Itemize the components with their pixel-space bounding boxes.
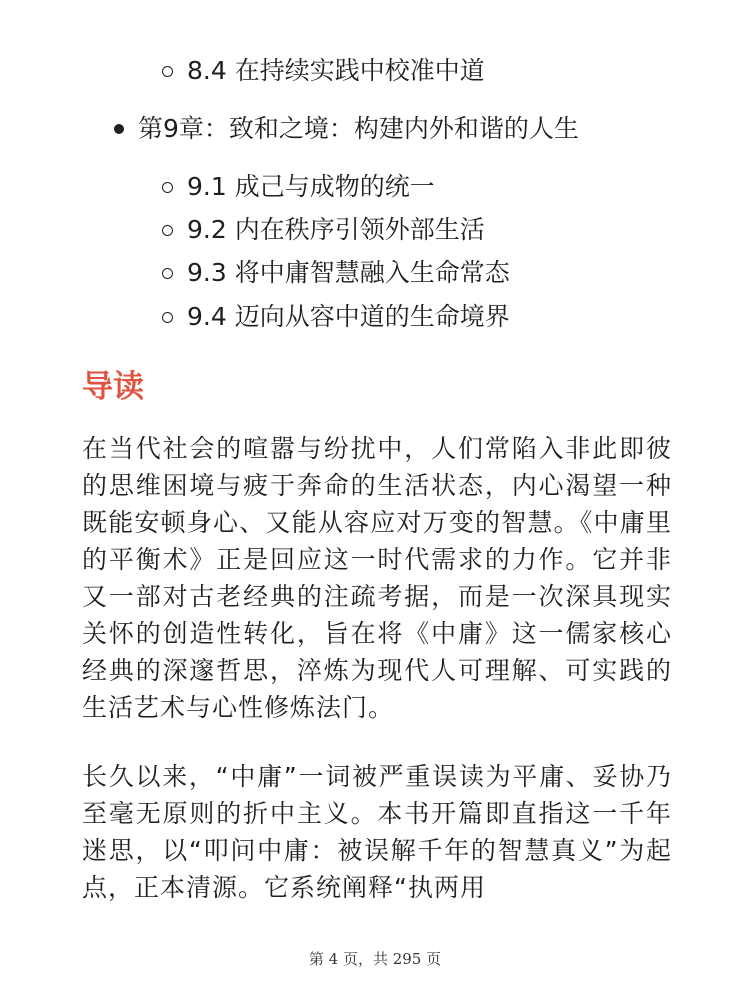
toc-subsection-9-2[interactable] <box>162 213 485 247</box>
toc-subsection-9-4[interactable] <box>162 300 510 334</box>
section-heading-reading-guide: 导读 <box>82 369 144 405</box>
filled-disc-bullet-icon <box>114 124 124 134</box>
hollow-circle-bullet-icon <box>162 66 173 77</box>
hollow-circle-bullet-icon <box>162 182 173 193</box>
body-paragraph: 在当代社会的喧嚣与纷扰中，人们常陷入非此即彼的思维困境与疲于奔命的生活状态，内心渴望一种既能安顿身心、又能从容应对万变的智慧。《中庸里的平衡术》正是回应这一时代需求的力作。它并非又一部对古老经典的注疏考据，而是一次深具现实关怀的创造性转化，旨在将《中庸》这一儒家核心经典的深邃哲思，淬炼为现代人可理解、可实践的生活艺术与心性修炼法门。 <box>82 434 672 722</box>
toc-subsection-label: 9.2 内在秩序引领外部生活 <box>187 215 485 244</box>
toc-subsection-label: 9.3 将中庸智慧融入生命常态 <box>187 258 510 287</box>
toc-subsection-label: 9.4 迈向从容中道的生命境界 <box>187 302 510 331</box>
toc-subsection-label: 8.4 在持续实践中校准中道 <box>187 56 485 85</box>
toc-chapter-label: 第9章：致和之境：构建内外和谐的人生 <box>138 114 579 143</box>
toc-subsection-8-4[interactable] <box>162 54 485 88</box>
hollow-circle-bullet-icon <box>162 312 173 323</box>
toc-subsection-9-1[interactable] <box>162 170 435 204</box>
toc-subsection-9-3[interactable] <box>162 256 510 290</box>
toc-subsection-label: 9.1 成己与成物的统一 <box>187 172 435 201</box>
page-footer: 第 4 页，共 295 页 <box>308 950 442 968</box>
toc-chapter-9[interactable] <box>114 112 579 146</box>
hollow-circle-bullet-icon <box>162 268 173 279</box>
hollow-circle-bullet-icon <box>162 225 173 236</box>
body-paragraph: 长久以来，“中庸”一词被严重误读为平庸、妥协乃至毫无原则的折中主义。本书开篇即直指这一千年迷思，以“叩问中庸：被误解千年的智慧真义”为起点，正本清源。它系统阐释“执两用 <box>82 762 672 902</box>
